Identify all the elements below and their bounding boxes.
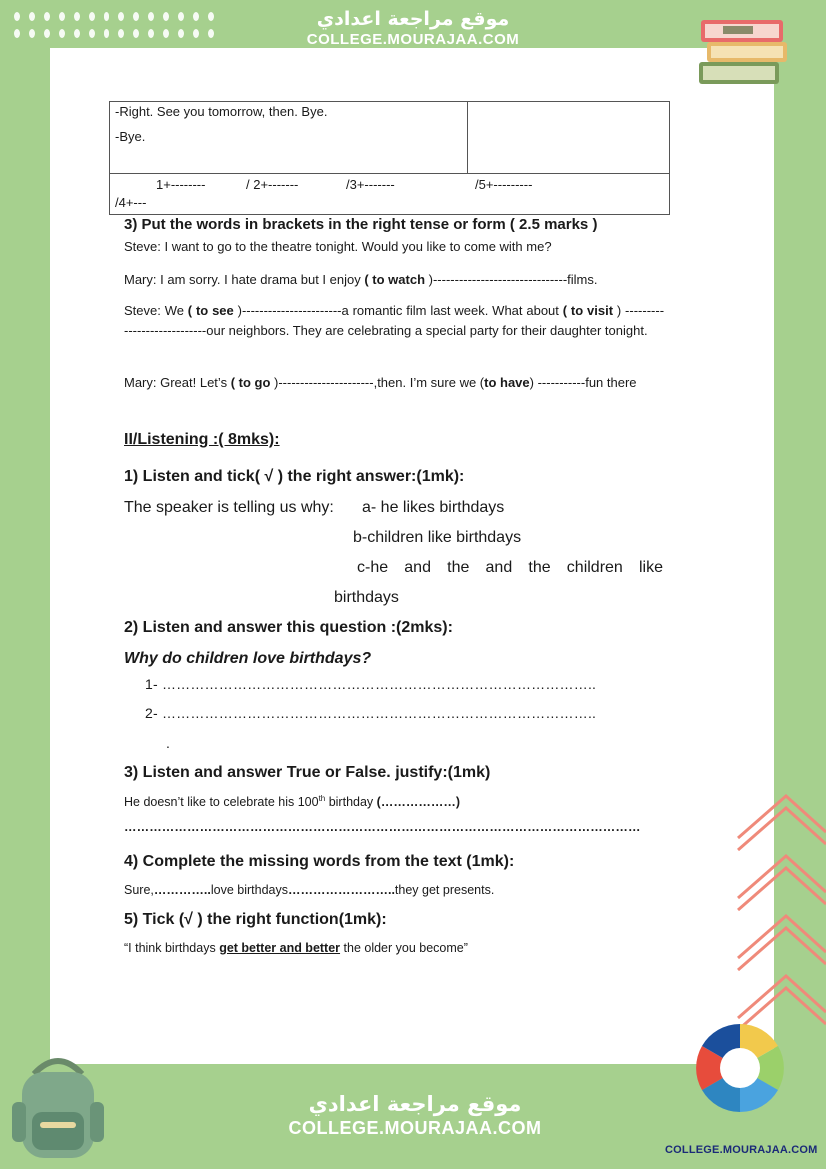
chevron-decoration-icon (730, 792, 826, 1032)
answer-blank-4: /4+--- (115, 195, 147, 210)
question-heading: 3) Listen and answer True or False. justify:(1mk) (124, 764, 491, 781)
corner-site-url[interactable]: COLLEGE.MOURAJAA.COM (665, 1144, 818, 1156)
dialogue-paragraph: Steve: We ( to see )-----------------------a romantic film last week. What about ( to visit ) ----------------------------our neighbors. They are celebrating a special party for their daughter tonight. (124, 303, 665, 338)
answer-blank-3: /3+------- (346, 177, 395, 192)
answer-line-1[interactable]: 1- ……………………………………………………………………………….. (145, 676, 597, 692)
answer-line-2[interactable]: 2- ……………………………………………………………………………….. (145, 705, 597, 721)
decorative-dots (14, 12, 214, 46)
answer-blank-1: 1+-------- (156, 177, 206, 192)
site-name-arabic: موقع مراجعة اعدادي (316, 8, 510, 30)
question-heading: 4) Complete the missing words from the text (1mk): (124, 853, 515, 870)
backpack-icon (4, 1054, 112, 1166)
fill-in-sentence: Sure,…………..love birthdays……………………..they get presents. (124, 883, 495, 897)
dialogue-cell (110, 102, 468, 174)
site-logo-top[interactable] (303, 8, 523, 48)
subjects-wheel-icon (694, 1022, 786, 1114)
question-text: Why do children love birthdays? (124, 650, 372, 667)
dialogue-line: Steve: I want to go to the theatre tonight. Would you like to come with me? (124, 239, 552, 254)
option-c[interactable]: c-he and the and the children like (357, 559, 663, 576)
option-a[interactable]: a- he likes birthdays (362, 499, 505, 516)
dialogue-table (109, 101, 670, 215)
quote-sentence: “I think birthdays get better and better the older you become” (124, 941, 468, 955)
site-url: COLLEGE.MOURAJAA.COM (306, 31, 520, 48)
dialogue-line: -Bye. (115, 129, 146, 144)
dialogue-line: -Right. See you tomorrow, then. Bye. (115, 104, 328, 119)
dialogue-line: Mary: I am sorry. I hate drama but I enjoy ( to watch )-------------------------------films. (124, 272, 598, 287)
dialogue-paragraph: Mary: Great! Let’s ( to go )----------------------,then. I’m sure we (to have) -----------fun there (124, 375, 637, 390)
site-name-arabic: موقع مراجعة اعدادي (308, 1092, 522, 1116)
listening-title: II/Listening :( 8mks): (124, 431, 280, 448)
question-heading: 5) Tick (√ ) the right function(1mk): (124, 911, 387, 928)
site-url: COLLEGE.MOURAJAA.COM (288, 1118, 542, 1138)
empty-cell (468, 102, 670, 174)
question-stem: The speaker is telling us why: (124, 499, 334, 516)
answer-blank-2: / 2+------- (246, 177, 299, 192)
frame-left (0, 0, 50, 1169)
option-c-continued: birthdays (334, 589, 399, 606)
books-stack-icon (693, 12, 793, 94)
answer-line-dot: . (166, 735, 171, 751)
statement: He doesn’t like to celebrate his 100th birthday (………………) (124, 794, 460, 810)
section-heading: 3) Put the words in brackets in the right tense or form ( 2.5 marks ) (124, 216, 598, 233)
question-heading: 1) Listen and tick( √ ) the right answer:(1mk): (124, 468, 465, 485)
option-b[interactable]: b-children like birthdays (353, 529, 522, 546)
answer-row (110, 174, 670, 215)
justify-line[interactable]: …………………………………………………………………………………………………………… (124, 820, 641, 834)
question-heading: 2) Listen and answer this question :(2mks): (124, 619, 453, 636)
site-logo-bottom[interactable] (270, 1092, 560, 1139)
answer-blank-5: /5+--------- (475, 177, 533, 192)
